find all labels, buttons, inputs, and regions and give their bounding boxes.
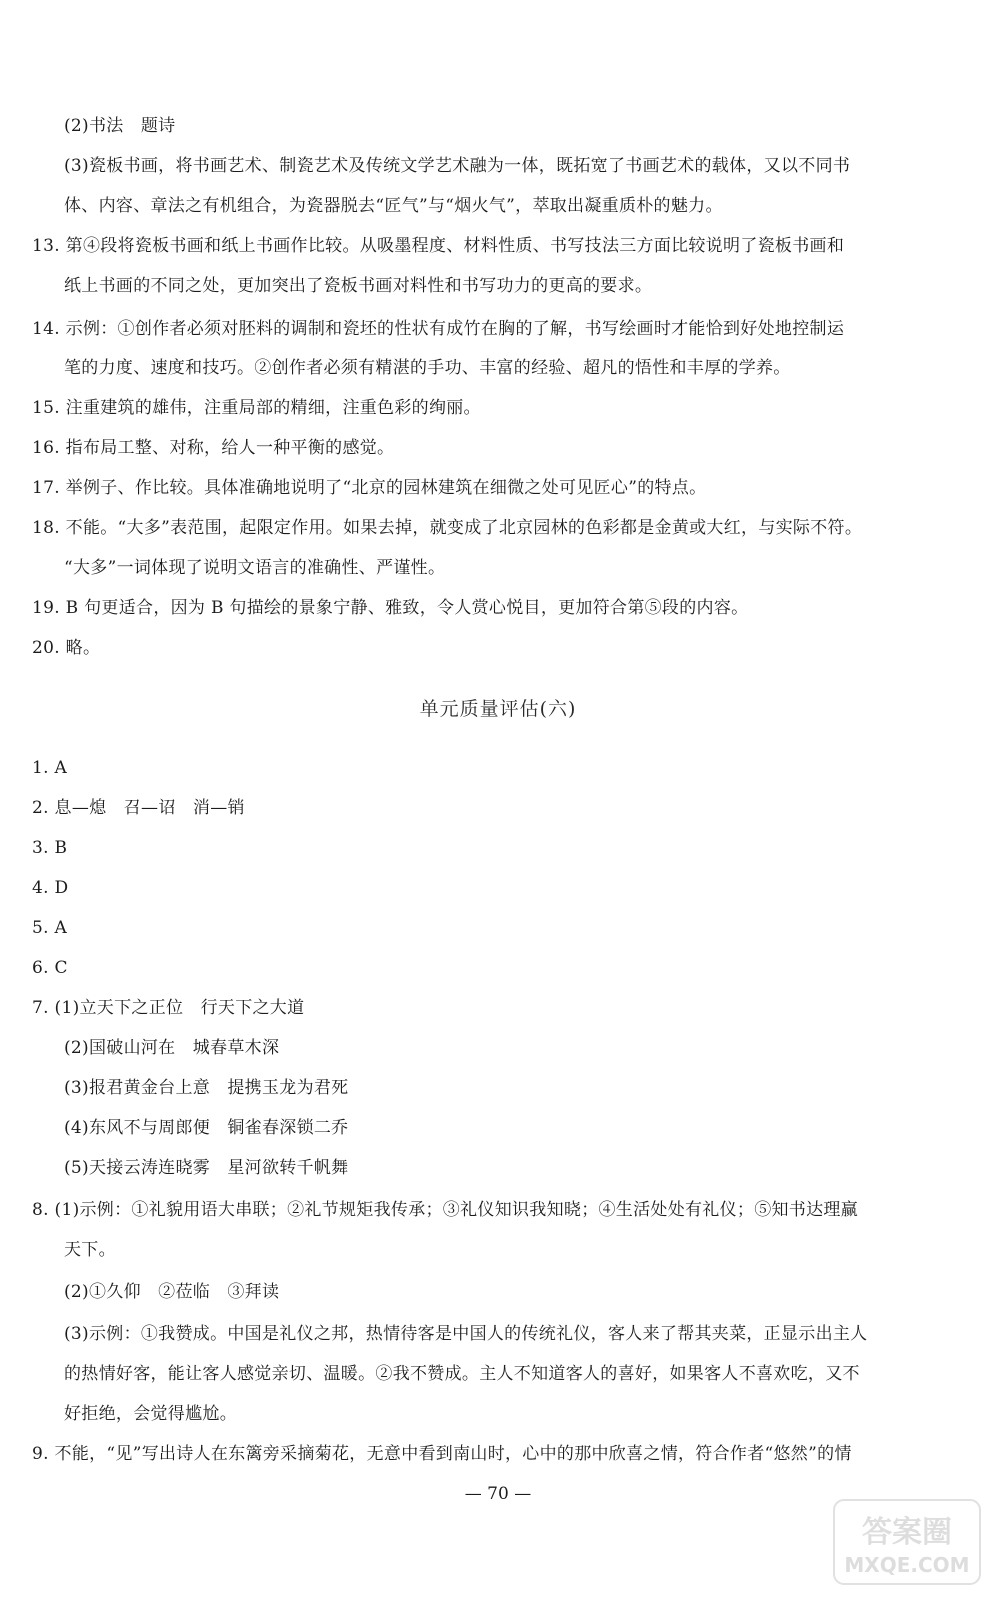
- answer-line: 的热情好客，能让客人感觉亲切、温暖。②我不赞成。主人不知道客人的喜好，如果客人不喜欢吃，又不: [64, 1364, 860, 1384]
- answer-line: 9. 不能，“见”写出诗人在东篱旁采摘菊花，无意中看到南山时，心中的那中欣喜之情，符合作者“悠然”的情: [32, 1444, 852, 1464]
- answer-line: 17. 举例子、作比较。具体准确地说明了“北京的园林建筑在细微之处可见匠心”的特点。: [32, 478, 707, 498]
- answer-line: 8. (1)示例：①礼貌用语大串联；②礼节规矩我传承；③礼仪知识我知晓；④生活处处有礼仪；⑤知书达理赢: [32, 1200, 859, 1220]
- watermark-title: 答案圈: [862, 1515, 952, 1550]
- answer-line: 20. 略。: [32, 638, 101, 658]
- watermark-logo: [832, 1498, 982, 1586]
- answer-line: (3)示例：①我赞成。中国是礼仪之邦，热情待客是中国人的传统礼仪，客人来了帮其夹菜，正显示出主人: [64, 1324, 868, 1344]
- answer-line: 4. D: [32, 878, 69, 898]
- answer-line: 纸上书画的不同之处，更加突出了瓷板书画对料性和书写功力的更高的要求。: [64, 276, 653, 296]
- answer-line: 19. B 句更适合，因为 B 句描绘的景象宁静、雅致，令人赏心悦目，更加符合第⑤段的内容。: [32, 598, 749, 618]
- answer-line: (3)报君黄金台上意 提携玉龙为君死: [64, 1078, 349, 1098]
- answer-line: 笔的力度、速度和技巧。②创作者必须有精湛的手功、丰富的经验、超凡的悟性和丰厚的学养。: [64, 358, 791, 378]
- answer-line: 2. 息—熄 召—诏 消—销: [32, 798, 245, 818]
- answer-line: 18. 不能。“大多”表范围，起限定作用。如果去掉，就变成了北京园林的色彩都是金黄或大红，与实际不符。: [32, 518, 863, 538]
- answer-line: 天下。: [64, 1240, 116, 1260]
- answer-line: 好拒绝，会觉得尴尬。: [64, 1404, 237, 1424]
- answer-line: (2)国破山河在 城春草木深: [64, 1038, 280, 1058]
- answer-line: 体、内容、章法之有机组合，为瓷器脱去“匠气”与“烟火气”，萃取出凝重质朴的魅力。: [64, 196, 723, 216]
- answer-line: 6. C: [32, 958, 68, 978]
- answer-line: (2)①久仰 ②莅临 ③拜读: [64, 1282, 280, 1302]
- watermark-url: MXQE.COM: [844, 1553, 970, 1577]
- answer-line: 14. 示例：①创作者必须对胚料的调制和瓷坯的性状有成竹在胸的了解，书写绘画时才能恰到好处地控制运: [32, 319, 845, 339]
- answer-line: “大多”一词体现了说明文语言的准确性、严谨性。: [64, 558, 446, 578]
- answer-line: (4)东风不与周郎便 铜雀春深锁二乔: [64, 1118, 349, 1138]
- answer-line: (5)天接云涛连晓雾 星河欲转千帆舞: [64, 1158, 349, 1178]
- answer-line: 13. 第④段将瓷板书画和纸上书画作比较。从吸墨程度、材料性质、书写技法三方面比较说明了瓷板书画和: [32, 236, 845, 256]
- answer-line: 7. (1)立天下之正位 行天下之大道: [32, 998, 305, 1018]
- answer-line: 5. A: [32, 918, 68, 938]
- section-heading: 单元质量评估(六): [419, 698, 577, 720]
- answer-line: 3. B: [32, 838, 68, 858]
- page-number: — 70 —: [464, 1484, 532, 1504]
- answer-line: 15. 注重建筑的雄伟，注重局部的精细，注重色彩的绚丽。: [32, 398, 481, 418]
- answer-line: 16. 指布局工整、对称，给人一种平衡的感觉。: [32, 438, 395, 458]
- answer-line: (3)瓷板书画，将书画艺术、制瓷艺术及传统文学艺术融为一体，既拓宽了书画艺术的载体，又以不同书: [64, 156, 851, 176]
- answer-line: 1. A: [32, 758, 68, 778]
- answer-line: (2)书法 题诗: [64, 116, 176, 136]
